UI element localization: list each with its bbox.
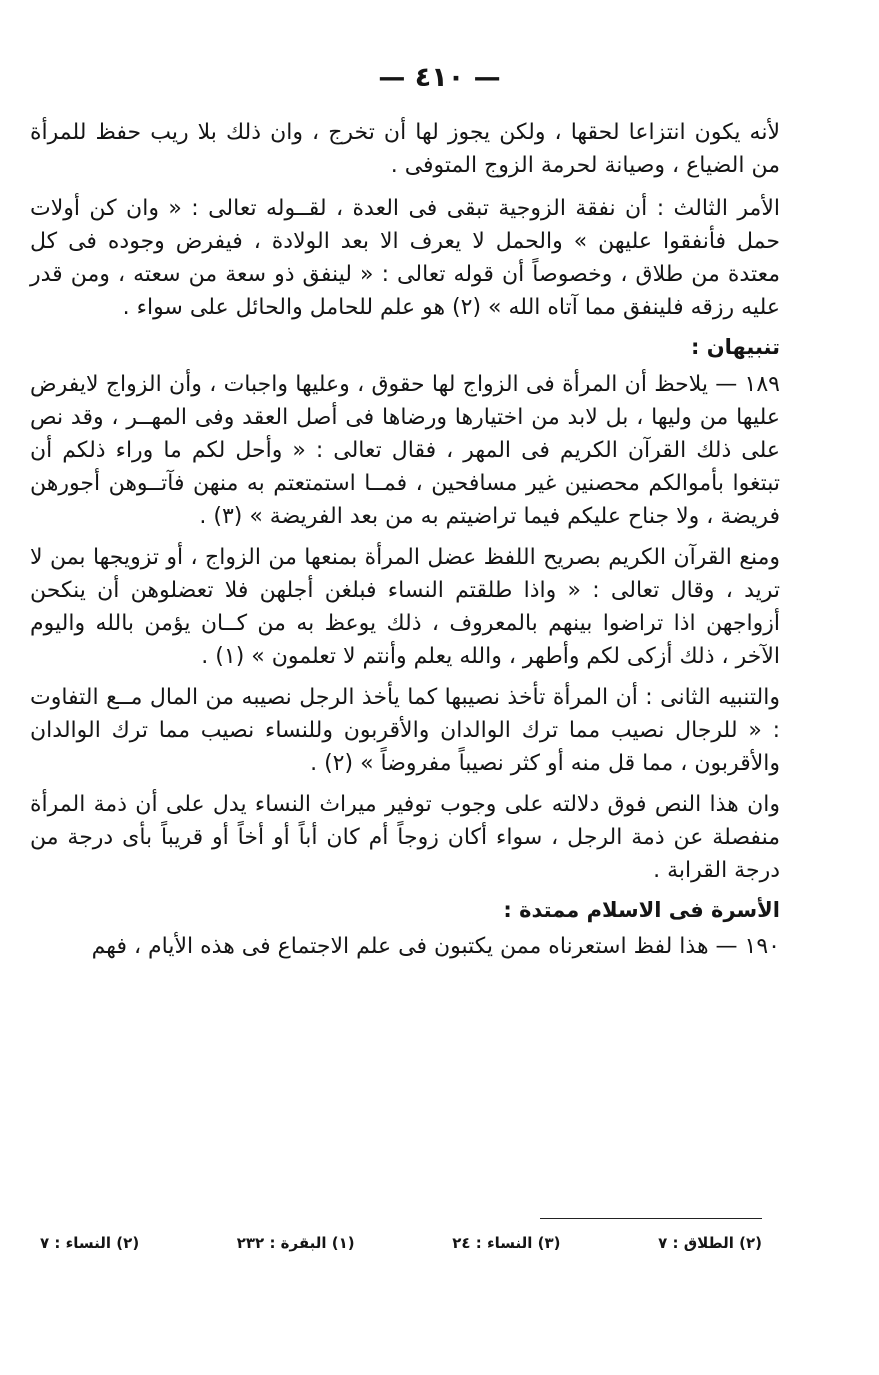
paragraph-4: ومنع القرآن الكريم بصريح اللفظ عضل المرأة بمنعها من الزواج ، أو تزويجها بمن لا تريد ، وقال تعالى : « واذا طلقتم النساء فبلغن أجلهن فلا تعضلوهن أن ينكحن أزواجهن اذا تراضوا بينهم بالمعروف ، ذلك يوعظ به من كــان يؤمن بالله واليوم الآخر ، ذلك أزكى لكم وأطهر ، والله يعلم وأنتم لا تعلمون » (١) . (30, 544, 780, 669)
paragraph-5: والتنبيه الثانى : أن المرأة تأخذ نصيبها كما يأخذ الرجل نصيبه من المال مــع التفاوت : « للرجال نصيب مما ترك الوالدان والأقربون وللنساء نصيب مما ترك الوالدان والأقربون ، مما قل منه أو كثر نصيباً مفروضاً » (٢) . (30, 684, 780, 776)
footnote-1: (٢) الطلاق : ٧ (658, 1234, 762, 1252)
footnote-4: (٢) النساء : ٧ (40, 1234, 140, 1252)
page-number: — ٤١٠ — (378, 62, 501, 93)
footnote-divider (540, 1218, 762, 1219)
section-heading-family: الأسرة فى الاسلام ممتدة : (503, 897, 780, 922)
section-heading-tanbihan: تنبيهان : (691, 335, 780, 359)
paragraph-190: ١٩٠ — هذا لفظ استعرناه ممن يكتبون فى علم الاجتماع فى هذه الأيام ، فهم (91, 934, 780, 959)
footnote-2: (٣) النساء : ٢٤ (452, 1234, 561, 1252)
footnotes (40, 1234, 762, 1260)
paragraph-1: لأنه يكون انتزاعا لحقها ، ولكن يجوز لها أن تخرج ، وان ذلك بلا ريب حفظ للمرأة من الضياع ، وصيانة لحرمة الزوج المتوفى . (30, 120, 780, 178)
paragraph-2: الأمر الثالث : أن نفقة الزوجية تبقى فى العدة ، لقــوله تعالى : « وان كن أولات حمل فأنفقوا عليهن » والحمل لا يعرف الا بعد الولادة ، فيفرض وجوده فى كل معتدة من طلاق ، وخصوصاً أن قوله تعالى : « لينفق ذو سعة من سعته ، ومن قدر عليه رزقه فلينفق مما آتاه الله » (٢) هو علم للحامل والحائل على سواء . (30, 196, 780, 320)
paragraph-6: وان هذا النص فوق دلالته على وجوب توفير ميراث النساء يدل على أن ذمة المرأة منفصلة عن ذمة الرجل ، سواء أكان زوجاً أم كان أباً أو أخاً أو قريباً بأى درجة من درجة القرابة . (30, 791, 780, 883)
body-text (30, 116, 780, 963)
paragraph-189: ١٨٩ — يلاحظ أن المرأة فى الزواج لها حقوق ، وعليها واجبات ، وأن الزواج لايفرض عليها من وليها ، بل لابد من اختيارها ورضاها فى أصل العقد وفى المهــر ، وقد نص على ذلك القرآن الكريم فى المهر ، فقال تعالى : « وأحل لكم ما وراء ذلكم أن تبتغوا بأموالكم محصنين غير مسافحين ، فمــا استمتعتم به منهن فآتــوهن أجورهن فريضة ، ولا جناح عليكم فيما تراضيتم به من بعد الفريضة » (٣) . (30, 371, 780, 529)
footnote-3: (١) البقرة : ٢٣٢ (236, 1234, 355, 1252)
